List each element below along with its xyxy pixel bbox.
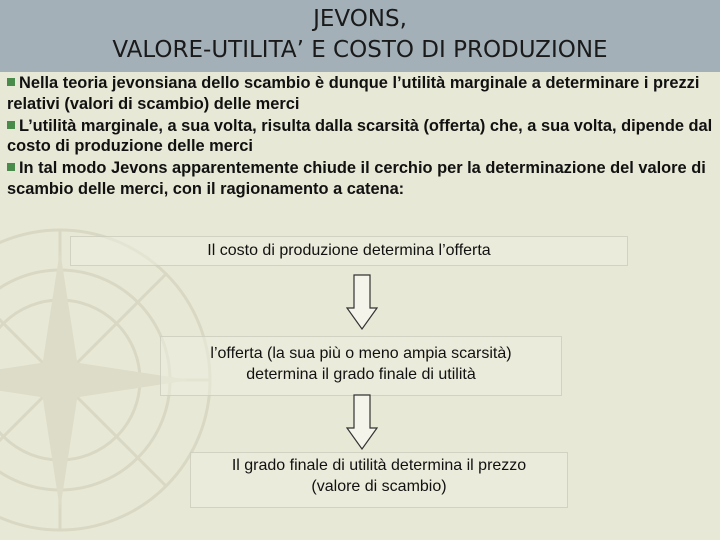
chain-step-3-line1: Il grado finale di utilità determina il prezzo — [231, 457, 527, 474]
square-bullet-icon — [7, 121, 15, 129]
chain-step-2-line1: l’offerta (la sua più o meno ampia scarsità) — [210, 345, 512, 362]
down-arrow-icon — [346, 394, 378, 450]
slide-title-line2: VALORE-UTILITA’ E COSTO DI PRODUZIONE — [112, 37, 608, 63]
down-arrow-icon — [346, 274, 378, 330]
chain-step-3 — [190, 452, 568, 508]
bullet-item — [7, 158, 715, 200]
bullet-text: In tal modo Jevons apparentemente chiude il cerchio per la determinazione del valore di scambio delle merci, con il ragionamento a catena: — [7, 159, 706, 198]
slide-title — [0, 4, 720, 66]
bullet-text: Nella teoria jevonsiana dello scambio è dunque l’utilità marginale a determinare i prezzi relativi (valori di scambio) delle merci — [7, 74, 700, 113]
chain-step-2-line2: determina il grado finale di utilità — [246, 366, 476, 383]
chain-step-1-text: Il costo di produzione determina l’offerta — [207, 242, 491, 259]
bullet-text: L’utilità marginale, a sua volta, risulta dalla scarsità (offerta) che, a sua volta, dipende dal costo di produzione delle merci — [7, 116, 713, 156]
chain-step-1 — [70, 236, 628, 266]
bullet-item — [7, 116, 715, 158]
chain-step-2 — [160, 336, 562, 396]
slide-title-line1: JEVONS, — [313, 6, 407, 32]
chain-step-3-line2: (valore di scambio) — [311, 478, 447, 495]
square-bullet-icon — [7, 78, 15, 86]
square-bullet-icon — [7, 163, 15, 171]
bullet-item — [7, 73, 715, 115]
bullet-list — [7, 73, 715, 201]
